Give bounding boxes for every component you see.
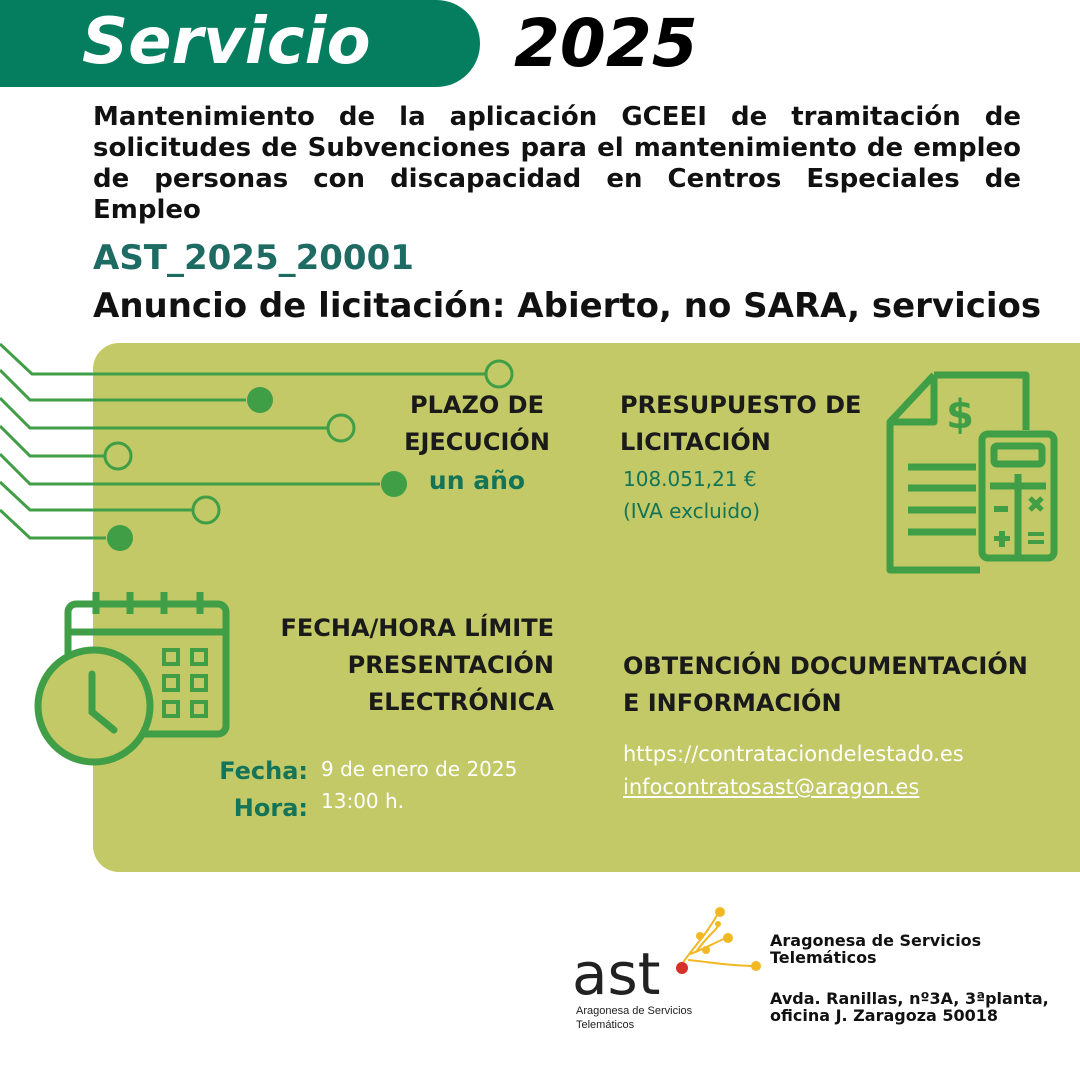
fecha-label: Fecha: xyxy=(219,757,308,785)
org-name-line2: Telemáticos xyxy=(770,948,877,967)
year-label: 2025 xyxy=(514,5,698,82)
calendar-clock-icon xyxy=(34,588,234,778)
fecha-line2: PRESENTACIÓN xyxy=(347,651,554,679)
logo-sub2: Telemáticos xyxy=(576,1019,635,1031)
hora-label: Hora: xyxy=(233,794,308,822)
obtencion-line2: E INFORMACIÓN xyxy=(623,689,842,717)
org-address xyxy=(770,990,1049,1024)
fecha-line1: FECHA/HORA LÍMITE xyxy=(280,614,554,642)
presupuesto-line2: LICITACIÓN xyxy=(620,428,771,456)
invoice-calculator-icon xyxy=(884,370,1064,580)
plazo-value: un año xyxy=(428,466,526,495)
org-name-line1: Aragonesa de Servicios xyxy=(770,931,982,950)
fecha-value: 9 de enero de 2025 xyxy=(321,757,518,781)
tender-code: AST_2025_20001 xyxy=(93,238,414,278)
plazo-line2: EJECUCIÓN xyxy=(404,428,550,456)
presupuesto-line1: PRESUPUESTO DE xyxy=(620,391,862,419)
logo-word: ast xyxy=(572,940,661,1008)
presupuesto-block xyxy=(620,387,861,527)
org-address-line1: Avda. Ranillas, nº3A, 3ªplanta, xyxy=(770,989,1049,1008)
fecha-line3: ELECTRÓNICA xyxy=(367,688,554,716)
obtencion-heading xyxy=(623,648,1028,722)
org-name xyxy=(770,932,981,966)
email-link[interactable]: infocontratosast@aragon.es xyxy=(623,775,920,799)
hora-value: 13:00 h. xyxy=(321,789,405,813)
obtencion-line1: OBTENCIÓN DOCUMENTACIÓN xyxy=(623,652,1028,680)
plazo-line1: PLAZO DE xyxy=(410,391,544,419)
badge-label: Servicio xyxy=(82,5,371,79)
org-address-line2: oficina J. Zaragoza 50018 xyxy=(770,1006,999,1025)
fecha-heading xyxy=(230,610,554,721)
svg-text:$: $ xyxy=(946,392,974,438)
logo-sub1: Aragonesa de Servicios xyxy=(576,1005,693,1017)
service-description: Mantenimiento de la aplicación GCEEI de tramitación de solicitudes de Subvenciones para el mantenimiento de empleo de personas con discapacidad en Centros Especiales de Empleo xyxy=(93,102,1021,225)
contratacion-link[interactable]: https://contrataciondelestado.es xyxy=(623,742,964,766)
plazo-heading xyxy=(380,387,574,499)
ast-logo xyxy=(570,906,770,1041)
announcement-title: Anuncio de licitación: Abierto, no SARA, servicios xyxy=(93,286,1042,326)
presupuesto-amount: 108.051,21 € xyxy=(623,467,757,491)
presupuesto-note: (IVA excluido) xyxy=(623,499,761,523)
